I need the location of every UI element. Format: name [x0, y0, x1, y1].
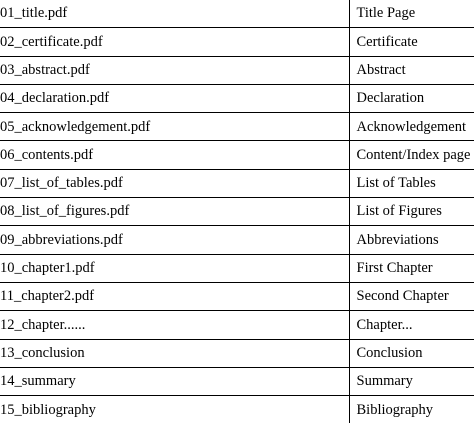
table-row [0, 254, 474, 282]
file-description-cell: Second Chapter [349, 282, 474, 310]
file-name-cell: 10_chapter1.pdf [0, 254, 349, 282]
file-name-cell: 14_summary [0, 367, 349, 395]
file-description-cell: Summary [349, 367, 474, 395]
file-description-cell: Chapter... [349, 311, 474, 339]
table-row [0, 339, 474, 367]
file-description-cell: Conclusion [349, 339, 474, 367]
file-description-cell: Abstract [349, 56, 474, 84]
file-description-cell: Abbreviations [349, 226, 474, 254]
table-row [0, 198, 474, 226]
file-name-cell: 04_declaration.pdf [0, 84, 349, 112]
file-description-cell: Bibliography [349, 396, 474, 423]
table-row [0, 367, 474, 395]
file-name-cell: 08_list_of_figures.pdf [0, 198, 349, 226]
file-description-cell: List of Tables [349, 169, 474, 197]
table-row [0, 226, 474, 254]
table-row [0, 141, 474, 169]
file-name-cell: 12_chapter...... [0, 311, 349, 339]
file-name-cell: 01_title.pdf [0, 0, 349, 28]
file-description-cell: Acknowledgement [349, 113, 474, 141]
table-row [0, 56, 474, 84]
table-row [0, 282, 474, 310]
file-name-cell: 09_abbreviations.pdf [0, 226, 349, 254]
table-row [0, 84, 474, 112]
file-name-cell: 13_conclusion [0, 339, 349, 367]
file-description-cell: Certificate [349, 28, 474, 56]
file-name-cell: 02_certificate.pdf [0, 28, 349, 56]
table-row [0, 28, 474, 56]
table-row [0, 0, 474, 28]
file-description-cell: Title Page [349, 0, 474, 28]
file-description-cell: List of Figures [349, 198, 474, 226]
file-name-cell: 05_acknowledgement.pdf [0, 113, 349, 141]
table-row [0, 169, 474, 197]
file-name-cell: 07_list_of_tables.pdf [0, 169, 349, 197]
table-row [0, 311, 474, 339]
file-description-cell: Content/Index page [349, 141, 474, 169]
file-name-cell: 06_contents.pdf [0, 141, 349, 169]
file-description-cell: Declaration [349, 84, 474, 112]
file-name-cell: 11_chapter2.pdf [0, 282, 349, 310]
file-name-cell: 15_bibliography [0, 396, 349, 423]
table-row [0, 113, 474, 141]
file-description-cell: First Chapter [349, 254, 474, 282]
file-name-cell: 03_abstract.pdf [0, 56, 349, 84]
